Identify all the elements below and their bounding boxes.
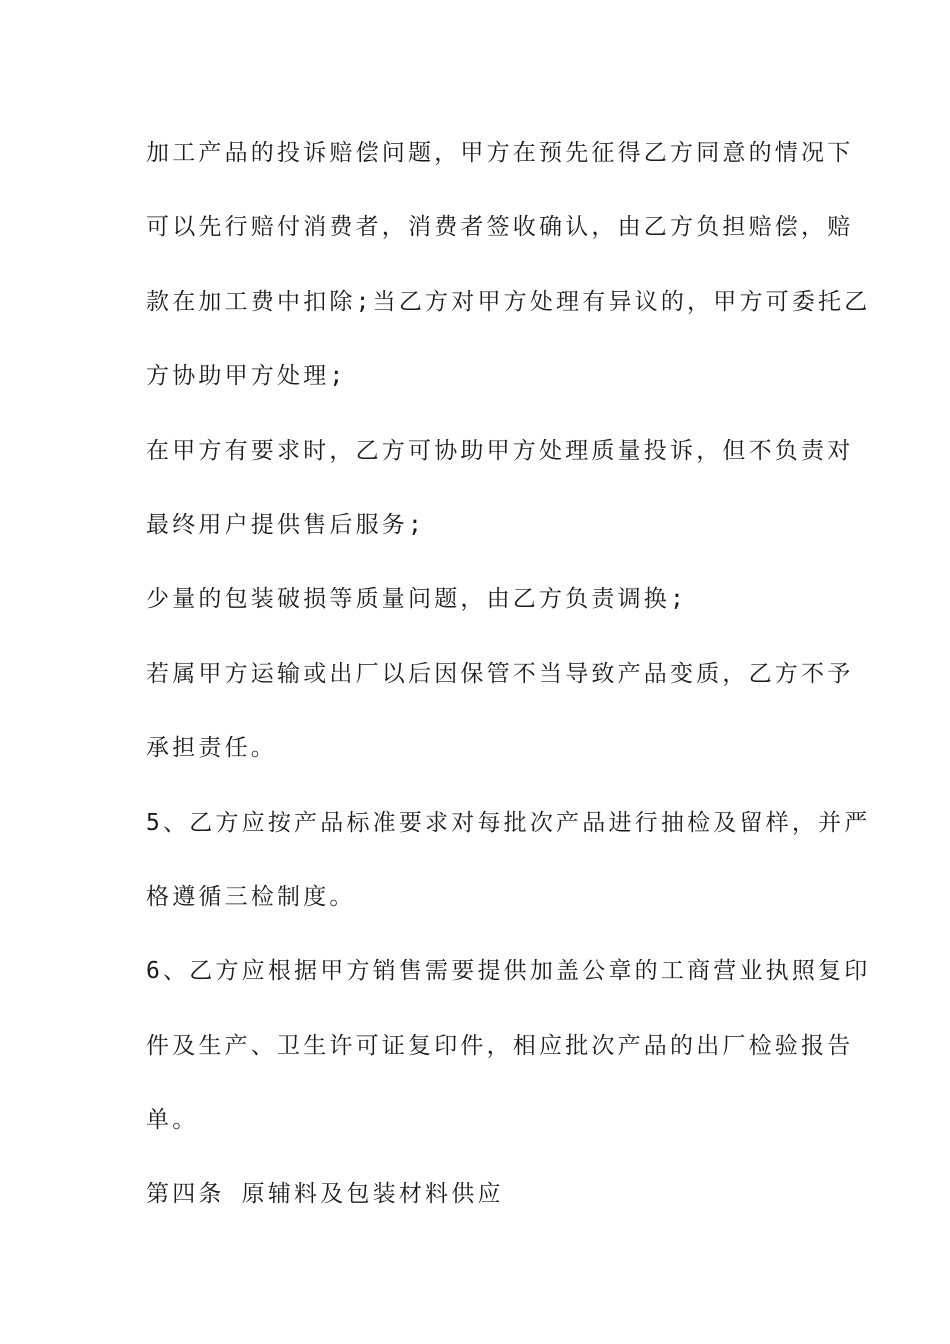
text-line: 少量的包装破损等质量问题，由乙方负责调换; (146, 586, 688, 613)
text-line: 若属甲方运输或出厂以后因保管不当导致产品变质，乙方不予 (146, 660, 854, 687)
text-line: 最终用户提供售后服务; (146, 511, 426, 538)
text-line: 格遵循三检制度。 (146, 883, 356, 910)
section-heading: 第四条 原辅料及包装材料供应 (146, 1181, 504, 1208)
text-line: 可以先行赔付消费者，消费者签收确认，由乙方负担赔偿，赔 (146, 214, 854, 241)
text-line: 款在加工费中扣除;当乙方对甲方处理有异议的，甲方可委托乙 (146, 288, 871, 315)
text-line: 承担责任。 (146, 735, 277, 762)
text-line: 在甲方有要求时，乙方可协助甲方处理质量投诉，但不负责对 (146, 437, 854, 464)
text-line: 方协助甲方处理; (146, 363, 347, 390)
text-line: 件及生产、卫生许可证复印件，相应批次产品的出厂检验报告 (146, 1032, 854, 1059)
text-line: 单。 (146, 1107, 199, 1134)
text-line: 6、乙方应根据甲方销售需要提供加盖公章的工商营业执照复印 (146, 958, 871, 985)
text-line: 5、乙方应按产品标准要求对每批次产品进行抽检及留样，并严 (146, 809, 871, 836)
text-line: 加工产品的投诉赔偿问题，甲方在预先征得乙方同意的情况下 (146, 140, 854, 166)
document-body (146, 128, 871, 1244)
